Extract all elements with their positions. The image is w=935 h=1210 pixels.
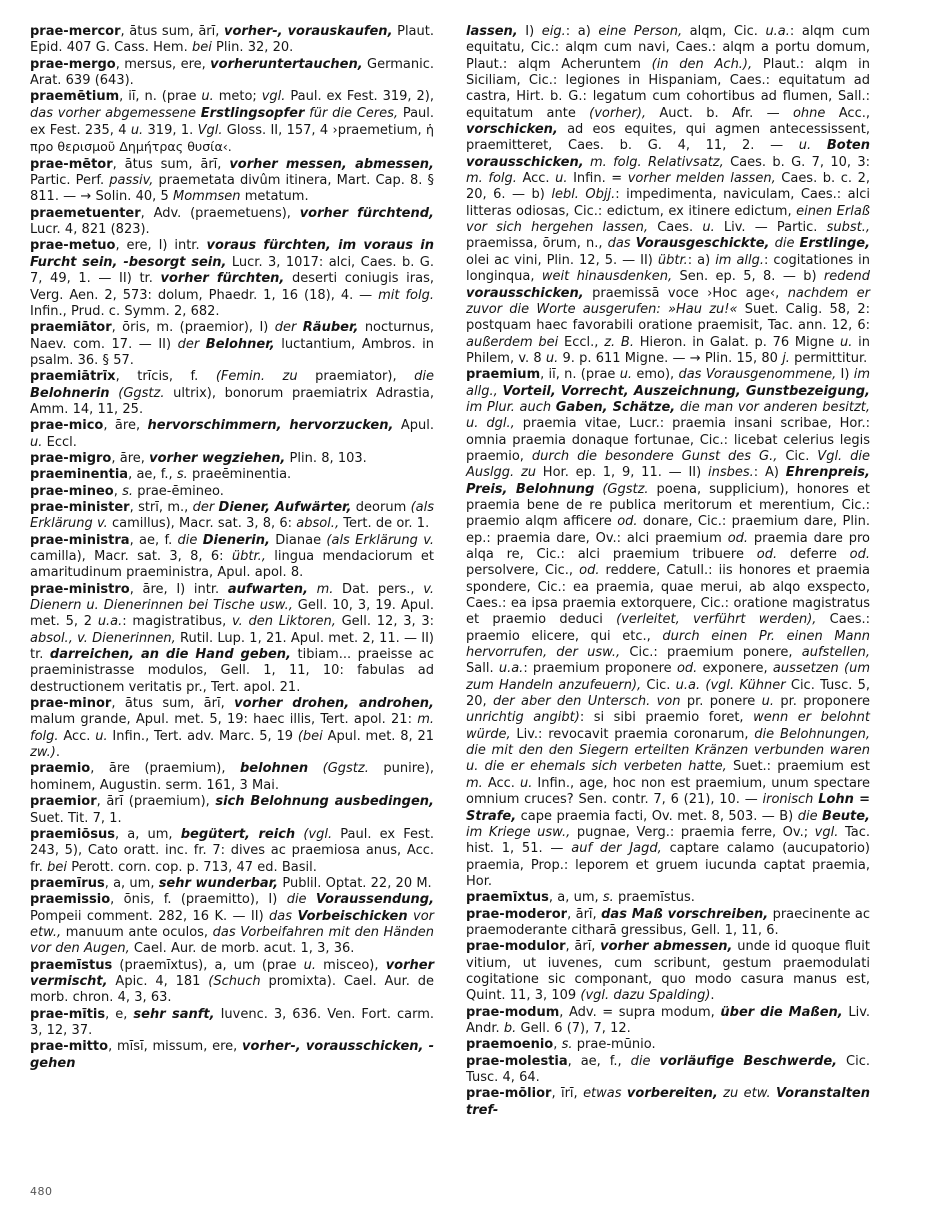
dictionary-entry: praemissio, ōnis, f. (praemitto), I) die Voraussendung, Pompeii comment. 282, 16 K. — II) das Vorbeischicken vor etw., manuum ante oculos, das Vorbeifahren mit den Händen vor den Augen, Cael. Aur. de morb. acut. 1, 3, 36. [30,892,435,957]
left-column [30,24,434,1169]
dictionary-entry: prae-mōlior, īrī, etwas vorbereiten, zu etw. Voranstalten tref- [466,1086,870,1118]
dictionary-entry: prae-mico, āre, hervorschimmern, hervorzucken, Apul. u. Eccl. [30,418,434,450]
dictionary-entry: prae-moderor, ārī, das Maß vorschreiben, praecinente ac praemoderante citharā gressibus, Gell. 1, 11, 6. [466,906,870,938]
dictionary-entry: praemetuenter, Adv. (praemetuens), vorher fürchtend, Lucr. 4, 821 (823). [30,205,434,238]
dictionary-entry: praemiātrīx, trīcis, f. (Femin. zu praemiator), die Belohnerin (Ggstz. ultrix), bonorum praemiatrix Adrastia, Amm. 14, 11, 25. [30,369,434,417]
dictionary-entry: prae-metuo, ere, I) intr. voraus fürchten, im voraus in Furcht sein, -besorgt sein, Lucr. 3, 1017: alci, Caes. b. G. 7, 49, 1. — II) tr. vorher fürchten, deserti coniugis iras, Verg. Aen. 2, 573: dolum, Phaedr. 1, 16 (18), 4. — mit folg. Infin., Prud. c. Symm. 2, 682. [30,238,435,319]
dictionary-entry: prae-mitto, mīsī, missum, ere, vorher-, vorausschicken, -gehen [30,1039,434,1071]
dictionary-entry: prae-modum, Adv. = supra modum, über die Maßen, Liv. Andr. b. Gell. 6 (7), 7, 12. [466,1004,871,1036]
dictionary-entry: prae-mergo, mersus, ere, vorheruntertauchen, Germanic. Arat. 639 (643). [30,56,434,89]
dictionary-entry: praeminentia, ae, f., s. praeēminentia. [30,467,292,483]
dictionary-entry: praemiātor, ōris, m. (praemior), I) der Räuber, nocturnus, Naev. com. 17. — II) der Belohner, luctantium, Ambros. in psalm. 36. § 57. [30,320,434,368]
dictionary-entry: prae-migro, āre, vorher wegziehen, Plin. 8, 103. [30,450,367,466]
dictionary-entry: praemior, ārī (praemium), sich Belohnung ausbedingen, Suet. Tit. 7, 1. [30,794,434,826]
dictionary-entry: prae-molestia, ae, f., die vorläufige Beschwerde, Cic. Tusc. 4, 64. [466,1053,871,1085]
dictionary-entry: lassen, I) eig.: a) eine Person, alqm, Cic. u.a.: alqm cum equitatu, Cic.: alqm cum navi, Caes.: alqm a portu domum, Plaut.: alqm Acheruntem (in den Ach.), Plaut.: alqm in Siciliam, Cic.: legiones in Hispaniam, Caes.: equitatum ad castra, Hirt. b. G.: legatum cum cohortibus ad flumen, Sall.: equitatum ante (vorher), Auct. b. Afr. — ohne Acc., vorschicken, ad eos equites, qui agmen antecessissent, praemitteret, Caes. b. G. 4, 11, 2. — u. Boten vorausschicken, m. folg. Relativsatz, Caes. b. G. 7, 10, 3: m. folg. Acc. u. Infin. = vorher melden lassen, Caes. b. c. 2, 20, 6. — b) lebl. Objj.: impedimenta, naviculam, Caes.: alci litteras odiosas, Cic.: edictum, ex itinere edictum, einen Erlaß vor sich hergehen lassen, Caes. u. Liv. — Partic. subst., praemissa, ōrum, n., das Vorausgeschickte, die Erstlinge, olei ac vini, Plin. 12, 5. — II) übtr.: a) im allg.: cogitationes in longinqua, weit hinausdenken, Sen. ep. 5, 8. — b) redend vorausschicken, praemissā voce ›Hoc age‹, nachdem er zuvor die Worte ausgerufen: »Hau zu!« Suet. Calig. 58, 2: postquam haec favorabili oratione praemisit, Tac. ann. 12, 6: außerdem bei Eccl., z. B. Hieron. in Galat. p. 76 Migne u. in Philem, v. 8 u. 9. p. 611 Migne. — → Plin. 15, 80 j. permittitur. [466,24,871,366]
dictionary-entry: praemētium, iī, n. (prae u. meto; vgl. Paul. ex Fest. 319, 2), das vorher abgemessene Erstlingsopfer für die Ceres, Paul. ex Fest. 235, 4 u. 319, 1. Vgl. Gloss. II, 157, 4 ›praemetium, ἡ προ θερισμοῦ Δημήτρας θυσία‹. [30,89,435,155]
page-columns [30,24,905,1169]
dictionary-entry: prae-ministra, ae, f. die Dienerin, Dianae (als Erklärung v. camilla), Macr. sat. 3, 8, 6: übtr., lingua mendaciorum et amaritudinum praeministra, Apul. apol. 8. [30,532,435,581]
dictionary-entry: praemium, iī, n. (prae u. emo), das Vorausgenommene, I) im allg., Vorteil, Vorrecht, Auszeichnung, Gunstbezeigung, im Plur. auch Gaben, Schätze, die man vor anderen besitzt, u. dgl., praemia vitae, Lucr.: praemia insani scribae, Hor.: omnia praemia donaque fortunae, Cic.: licebat celerius legis praemio, durch die besondere Gunst des G., Cic. Vgl. die Auslgg. zu Hor. ep. 1, 9, 11. — II) insbes.: A) Ehrenpreis, Preis, Belohnung (Ggstz. poena, supplicium), honores et praemia bene de re publica meritorum et merentium, Cic.: praemio alqm afficere od. donare, Cic.: praemium dare, Plin. ep.: praemia dare, Ov.: alci praemium od. praemia dare pro alqa re, Cic.: alci praemium tribuere od. deferre od. persolvere, Cic., od. reddere, Catull.: iis honores et praemia spondere, Cic.: ea praemia, quae merui, ab alqo exspecto, Caes.: ea ipsa praemia extorquere, Cic.: oratione magistratus et praemio deduci (verleitet, verführt werden), Caes.: praemio elicere, qui etc., durch einen Pr. einen Mann hervorrufen, der usw., Cic.: praemium ponere, aufstellen, Sall. u.a.: praemium proponere od. exponere, aussetzen (um zum Handeln anzufeuern), Cic. u.a. (vgl. Kühner Cic. Tusc. 5, 20, der aber den Untersch. von pr. ponere u. pr. proponere unrichtig angibt): si sibi praemio foret, wenn er belohnt würde, Liv.: revocavit praemia coronarum, die Belohnungen, die mit den den Siegern erteilten Kränzen verbunden waren u. die er ehemals sich verbeten hatte, Suet.: praemium est m. Acc. u. Infin., age, hoc non est praemium, unum spectare omnium cruces? Sen. contr. 7, 6 (21), 10. — ironisch Lohn = Strafe, cape praemia facti, Ov. met. 8, 503. — B) die Beute, im Kriege usw., pugnae, Verg.: praemia ferre, Ov.; vgl. Tac. hist. 1, 51. — auf der Jagd, captare calamo (aucupatorio) praemia, Prop.: leporem et gruem iucunda captat praemia, Hor. [466,367,871,889]
dictionary-entry: prae-mercor, ātus sum, ārī, vorher-, vorauskaufen, Plaut. Epid. 407 G. Cass. Hem. bei Plin. 32, 20. [30,24,434,56]
dictionary-entry: prae-mineo, s. prae-ēmineo. [30,483,224,499]
dictionary-entry: praemīrus, a, um, sehr wunderbar, Publil. Optat. 22, 20 M. [30,875,432,891]
dictionary-entry: prae-modulor, ārī, vorher abmessen, unde id quoque fluit vitium, ut iuvenes, cum scribunt, gestum praemodulati cogitatione sic componant, quo modo casura manus est, Quint. 11, 3, 109 (vgl. dazu Spalding). [466,939,871,1004]
dictionary-entry: praemīxtus, a, um, s. praemīstus. [466,890,695,906]
dictionary-entry: prae-mītis, e, sehr sanft, Iuvenc. 3, 636. Ven. Fort. carm. 3, 12, 37. [30,1006,434,1038]
dictionary-entry: prae-ministro, āre, I) intr. aufwarten, m. Dat. pers., v. Dienern u. Dienerinnen bei Tische usw., Gell. 10, 3, 19. Apul. met. 5, 2 u.a.: magistratibus, v. den Liktoren, Gell. 12, 3, 3: absol., v. Dienerinnen, Rutil. Lup. 1, 21. Apul. met. 2, 11. — II) tr. darreichen, an die Hand geben, tibiam... praeisse ac praeministrasse modulos, Gell. 1, 11, 10: fabulas ad destructionem veritatis pr., Tert. apol. 21. [30,581,435,695]
dictionary-entry: praemoenio, s. prae-mūnio. [466,1037,656,1053]
dictionary-entry: prae-minor, ātus sum, ārī, vorher drohen, androhen, malum grande, Apul. met. 5, 19: haec illis, Tert. apol. 21: m. folg. Acc. u. Infin., Tert. adv. Marc. 5, 19 (bei Apul. met. 8, 21 zw.). [30,696,434,761]
dictionary-entry: praemiōsus, a, um, begütert, reich (vgl. Paul. ex Fest. 243, 5), Cato oratt. inc. fr. 7: dives ac praemiosa anus, Acc. fr. bei Perott. corn. cop. p. 713, 47 ed. Basil. [30,826,434,875]
dictionary-entry: praemio, āre (praemium), belohnen (Ggstz. punire), hominem, Augustin. serm. 161, 3 Mai. [30,761,434,793]
right-column [466,24,870,1169]
dictionary-entry: prae-mētor, ātus sum, ārī, vorher messen, abmessen, Partic. Perf. passiv, praemetata divûm itinera, Mart. Cap. 8. § 811. — → Solin. 40, 5 Mommsen metatum. [30,156,434,205]
dictionary-entry: prae-minister, strī, m., der Diener, Aufwärter, deorum (als Erklärung v. camillus), Macr. sat. 3, 8, 6: absol., Tert. de or. 1. [30,499,435,532]
dictionary-entry: praemīstus (praemīxtus), a, um (prae u. misceo), vorher vermischt, Apic. 4, 181 (Schuch promixta). Cael. Aur. de morb. chron. 4, 3, 63. [30,957,434,1006]
page-number: 480 [30,1185,53,1198]
